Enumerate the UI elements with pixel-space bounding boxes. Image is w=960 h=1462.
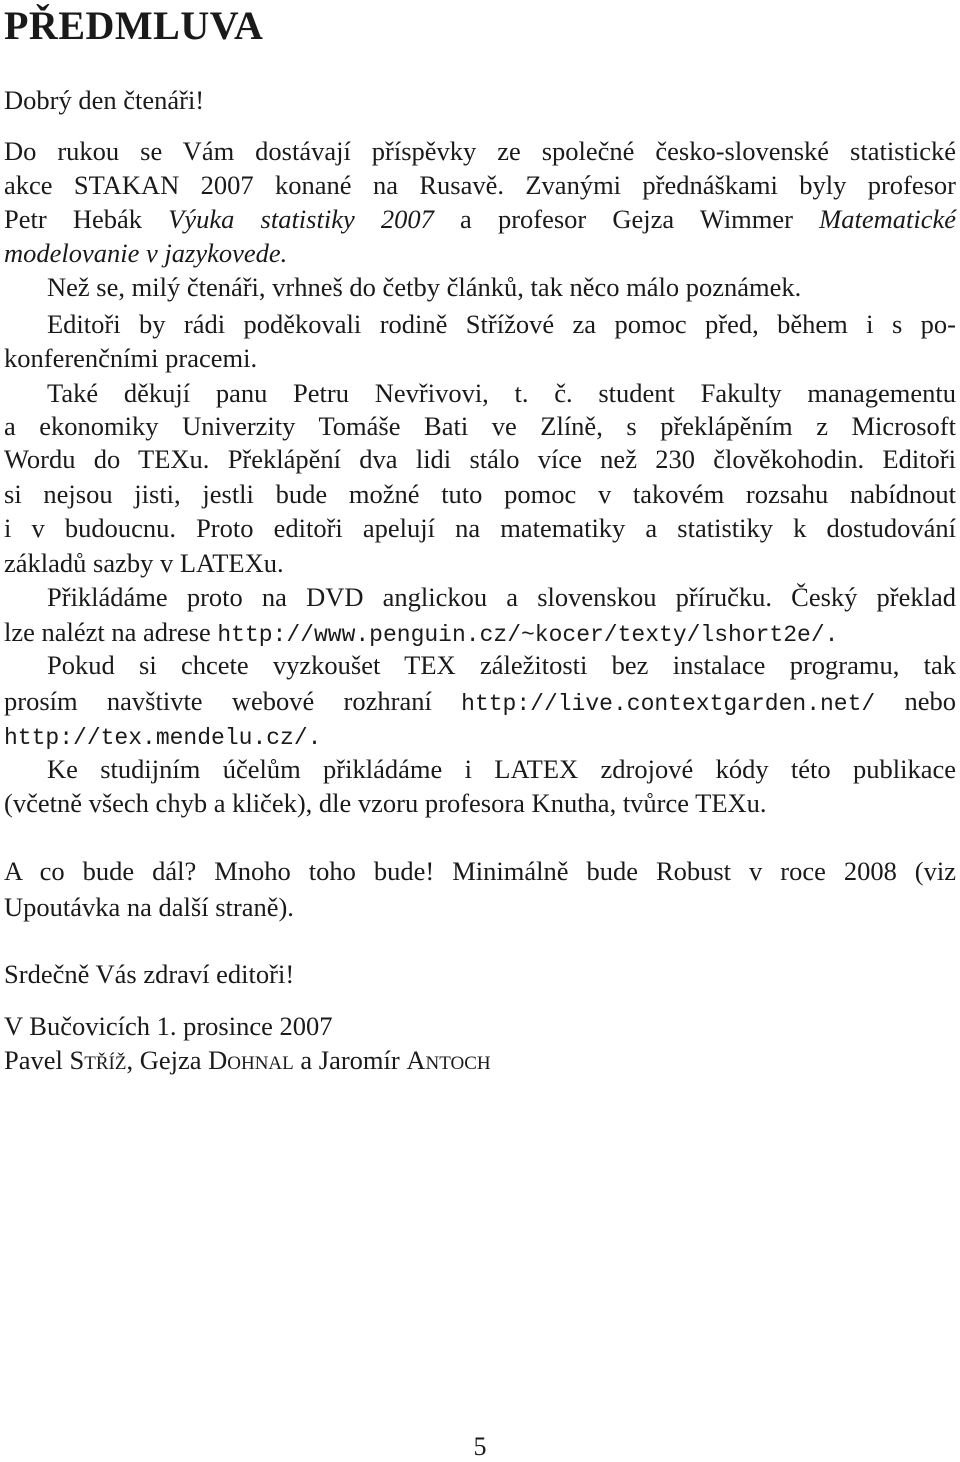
intro-line-3 (4, 202, 956, 236)
intro-line-4: modelovanie v jazykovede. (4, 238, 288, 268)
place-and-date: V Bučovicích 1. prosince 2007 (4, 1011, 333, 1041)
intro-line-2: akce STAKAN 2007 konané na Rusavě. Zvanými přednáškami byly profesor (4, 170, 956, 200)
online-line-17-text: prosím navštivte webové rozhraní (4, 686, 432, 716)
greeting: Dobrý den čtenáři! (4, 85, 205, 115)
editor-dohnal: Dohnal (208, 1045, 294, 1075)
signature-text-1: Pavel (4, 1045, 63, 1075)
thanks-line-11: si nejsou jisti, jestli bude možné tuto pomoc v takovém rozsahu nabídnout (4, 479, 956, 509)
author-hebak: Petr Hebák (4, 204, 142, 234)
signature-text-2: , Gejza (126, 1045, 202, 1075)
page-title: PŘEDMLUVA (4, 3, 264, 48)
signature-text-3: a Jaromír (300, 1045, 400, 1075)
future-line-21: A co bude dál? Mnoho toho bude! Minimálně bude Robust v roce 2008 (viz (4, 856, 956, 886)
dvd-line-15 (4, 615, 956, 649)
contextgarden-link[interactable]: http://live.contextgarden.net/ (461, 691, 876, 717)
intro-line-1: Do rukou se Vám dostávají příspěvky ze společné česko-slovenské statistické (4, 136, 956, 166)
thanks-line-10: Wordu do TEXu. Překlápění dva lidi stálo více než 230 člověkohodin. Editoři (4, 444, 956, 474)
dvd-line-15-text: lze nalézt na adrese (4, 617, 211, 647)
author-wimmer: a profesor Gejza Wimmer (460, 204, 793, 234)
mendelu-link[interactable]: http://tex.mendelu.cz/. (4, 725, 322, 751)
talk-title-wimmer-1: Matematické (819, 204, 957, 234)
online-line-17 (4, 684, 956, 718)
notes-line-5: Než se, milý čtenáři, vrhneš do četby článků, tak něco málo poznámek. (47, 272, 802, 302)
closing-greeting: Srdečně Vás zdraví editoři! (4, 959, 295, 989)
editor-antoch: Antoch (406, 1045, 491, 1075)
sources-line-20: (včetně všech chyb a kliček), dle vzoru profesora Knutha, tvůrce TEXu. (4, 788, 767, 818)
future-line-22: Upoutávka na další straně). (4, 892, 294, 922)
editor-signatures (4, 1043, 956, 1077)
notes-line-7: konferenčními pracemi. (4, 343, 258, 373)
dvd-line-14: Přikládáme proto na DVD anglickou a slovenskou příručku. Český překlad (47, 582, 956, 612)
thanks-line-9: a ekonomiky Univerzity Tomáše Bati ve Zlíně, s překlápěním z Microsoft (4, 411, 956, 441)
talk-title-hebak: Výuka statistiky 2007 (168, 204, 434, 234)
lshort-link[interactable]: http://www.penguin.cz/~kocer/texty/lshort2e/. (217, 622, 839, 648)
thanks-line-13: základů sazby v LATEXu. (4, 548, 284, 578)
sources-line-19: Ke studijním účelům přikládáme i LATEX zdrojové kódy této publikace (47, 754, 956, 784)
thanks-line-12: i v budoucnu. Proto editoři apelují na matematiky a statistiky k dostudování (4, 513, 956, 543)
online-line-16: Pokud si chcete vyzkoušet TEX záležitosti bez instalace programu, tak (47, 650, 956, 680)
thanks-line-8: Také děkují panu Petru Nevřivovi, t. č. student Fakulty managementu (47, 378, 956, 408)
notes-line-6: Editoři by rádi poděkovali rodině Střížové za pomoc před, během i s po- (47, 309, 956, 339)
page-number: 5 (473, 1432, 487, 1461)
editor-striz: Stříž (69, 1045, 127, 1075)
online-line-17-or: nebo (904, 686, 957, 716)
online-line-18 (4, 718, 956, 752)
